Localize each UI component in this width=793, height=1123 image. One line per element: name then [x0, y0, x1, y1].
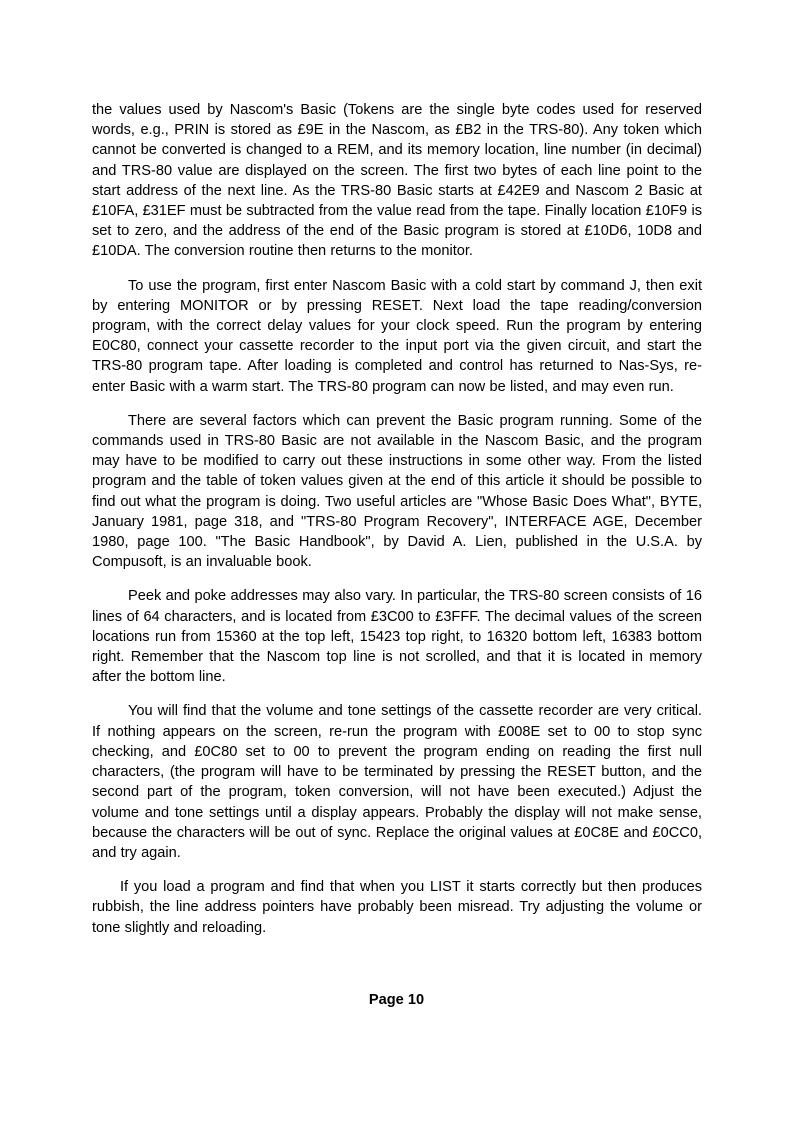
page-body-text	[92, 100, 702, 952]
paragraph-list-rubbish: If you load a program and find that when you LIST it starts correctly but then produces rubbish, the line address pointers have probably been misread. Try adjusting the volume or tone slightly and reloading.	[92, 879, 702, 936]
paragraph-volume-tone: You will find that the volume and tone settings of the cassette recorder are very critical. If nothing appears on the screen, re-run the program with £008E set to 00 to stop sync checking, and £0C80 set to 00 to prevent the program ending on reading the first null characters, (the program will have to be terminated by pressing the RESET button, and the second part of the program, token conversion, will not have been executed.) Adjust the volume and tone settings until a display appears. Probably the display will not make sense, because the characters will be out of sync. Replace the original values at £0C8E and £0CC0, and try again.	[92, 703, 702, 861]
page-number-footer: Page 10	[368, 992, 425, 1008]
paragraph-token-conversion: the values used by Nascom's Basic (Tokens are the single byte codes used for reserved words, e.g., PRIN is stored as £9E in the Nascom, as £B2 in the TRS-80). Any token which cannot be converted is changed to a REM, and its memory location, line number (in decimal) and TRS-80 value are displayed on the screen. The first two bytes of each line point to the start address of the next line. As the TRS-80 Basic starts at £42E9 and Nascom 2 Basic at £10FA, £31EF must be subtracted from the value read from the tape. Finally location £10F9 is set to zero, and the address of the end of the Basic program is stored at £10D6, 10D8 and £10DA. The conversion routine then returns to the monitor.	[92, 102, 702, 260]
paragraph-peek-poke: Peek and poke addresses may also vary. In particular, the TRS-80 screen consists of 16 lines of 64 characters, and is located from £3C00 to £3FFF. The decimal values of the screen locations run from 15360 at the top left, 15423 top right, to 16320 bottom left, 16383 bottom right. Remember that the Nascom top line is not scrolled, and that it is located in memory after the bottom line.	[92, 588, 702, 686]
paragraph-how-to-use: To use the program, first enter Nascom Basic with a cold start by command J, then exit by entering MONITOR or by pressing RESET. Next load the tape reading/conversion program, with the correct delay values for your clock speed. Run the program by entering E0C80, connect your cassette recorder to the input port via the given circuit, and start the TRS-80 program tape. After loading is completed and control has returned to Nas-Sys, re-enter Basic with a warm start. The TRS-80 program can now be listed, and may even run.	[92, 277, 702, 395]
paragraph-factors: There are several factors which can prevent the Basic program running. Some of the commands used in TRS-80 Basic are not available in the Nascom Basic, and the program may have to be modified to carry out these instructions in some other way. From the listed program and the table of token values given at the end of this article it should be possible to find out what the program is doing. Two useful articles are "Whose Basic Does What", BYTE, January 1981, page 318, and "TRS-80 Program Recovery", INTERFACE AGE, December 1980, page 100. "The Basic Handbook", by David A. Lien, published in the U.S.A. by Compusoft, is an invaluable book.	[92, 412, 702, 571]
